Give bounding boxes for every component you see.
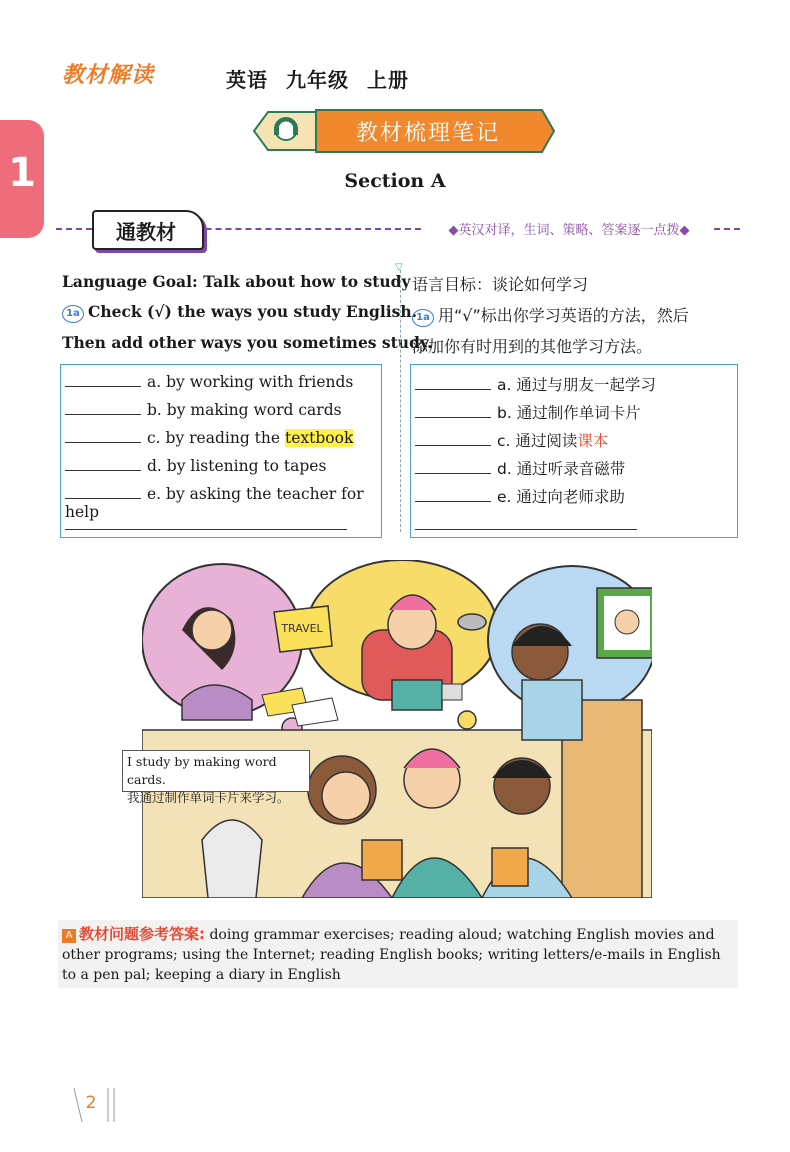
extra-answer-line[interactable]	[65, 529, 347, 530]
answer-content: doing grammar exercises; reading aloud; watching English movies and other programs; using the Internet; reading English books; writing letters/e-mails in English to a pen pal; keeping a diary in English	[62, 927, 721, 983]
badge-1a: 1a	[62, 305, 84, 323]
bar-note: ◆英汉对译，生词、策略、答案逐一点拨◆	[424, 219, 714, 238]
language-goal-en: Language Goal: Talk about how to study	[62, 272, 411, 291]
list-item: b. by making word cards	[65, 401, 342, 419]
highlighted-word: 课本	[577, 432, 609, 450]
divider-arrow-icon: ▽	[395, 262, 403, 273]
travel-card-text: TRAVEL	[281, 622, 323, 635]
headset-icon	[274, 118, 298, 140]
highlighted-word: textbook	[285, 429, 354, 447]
students-illustration	[142, 560, 652, 898]
list-item: e. by asking the teacher for help	[65, 485, 364, 521]
list-item: b. 通过制作单词卡片	[415, 401, 641, 423]
list-item: d. 通过听录音磁带	[415, 457, 625, 479]
answer-blank[interactable]	[415, 445, 491, 446]
answer-blank[interactable]	[415, 501, 491, 502]
check-instruction-zh: 1a 用“√”标出你学习英语的方法，然后	[412, 303, 689, 327]
unit-number: 1	[8, 150, 36, 196]
book-title	[226, 64, 427, 93]
answer-blank[interactable]	[415, 417, 491, 418]
answer-blank[interactable]	[65, 442, 141, 443]
list-item: c. by reading the textbook	[65, 429, 353, 447]
check-instruction-en: 1a Check (√) the ways you study English.	[62, 302, 417, 323]
section-title: Section A	[344, 170, 446, 192]
check-instruction-en-2: Then add other ways you sometimes study.	[62, 333, 433, 352]
column-divider	[400, 270, 401, 532]
page-number: 2	[85, 1093, 97, 1113]
list-item: e. 通过向老师求助	[415, 485, 625, 507]
english-options-box	[60, 364, 382, 538]
answer-blank[interactable]	[415, 473, 491, 474]
list-item: a. by working with friends	[65, 373, 353, 391]
speech-zh: 我通过制作单词卡片来学习。	[127, 790, 290, 805]
answer-label: 教材问题参考答案:	[79, 925, 205, 943]
brand-logo: 教材解读	[62, 63, 155, 88]
tab-label: 通教材	[116, 220, 176, 244]
badge-1a: 1a	[412, 309, 434, 327]
answer-icon: A	[62, 929, 76, 943]
subject: 英语	[226, 68, 268, 92]
language-goal-zh: 语言目标：谈论如何学习	[412, 275, 589, 294]
speech-bubble	[122, 750, 310, 805]
answer-blank[interactable]	[415, 389, 491, 390]
answer-blank[interactable]	[65, 498, 141, 499]
list-item: c. 通过阅读课本	[415, 429, 608, 451]
list-item: a. 通过与朋友一起学习	[415, 373, 656, 395]
speech-en: I study by making word cards.	[127, 754, 277, 787]
answer-text	[62, 924, 734, 985]
answer-blank[interactable]	[65, 414, 141, 415]
check-instruction-zh-2: 添加你有时用到的其他学习方法。	[412, 337, 653, 356]
grade: 九年级	[286, 68, 349, 92]
list-item: d. by listening to tapes	[65, 457, 326, 475]
volume: 上册	[367, 68, 409, 92]
answer-blank[interactable]	[65, 386, 141, 387]
banner-title: 教材梳理笔记	[355, 121, 500, 146]
answer-blank[interactable]	[65, 470, 141, 471]
chinese-options-box	[410, 364, 738, 538]
extra-answer-line[interactable]	[415, 529, 637, 530]
